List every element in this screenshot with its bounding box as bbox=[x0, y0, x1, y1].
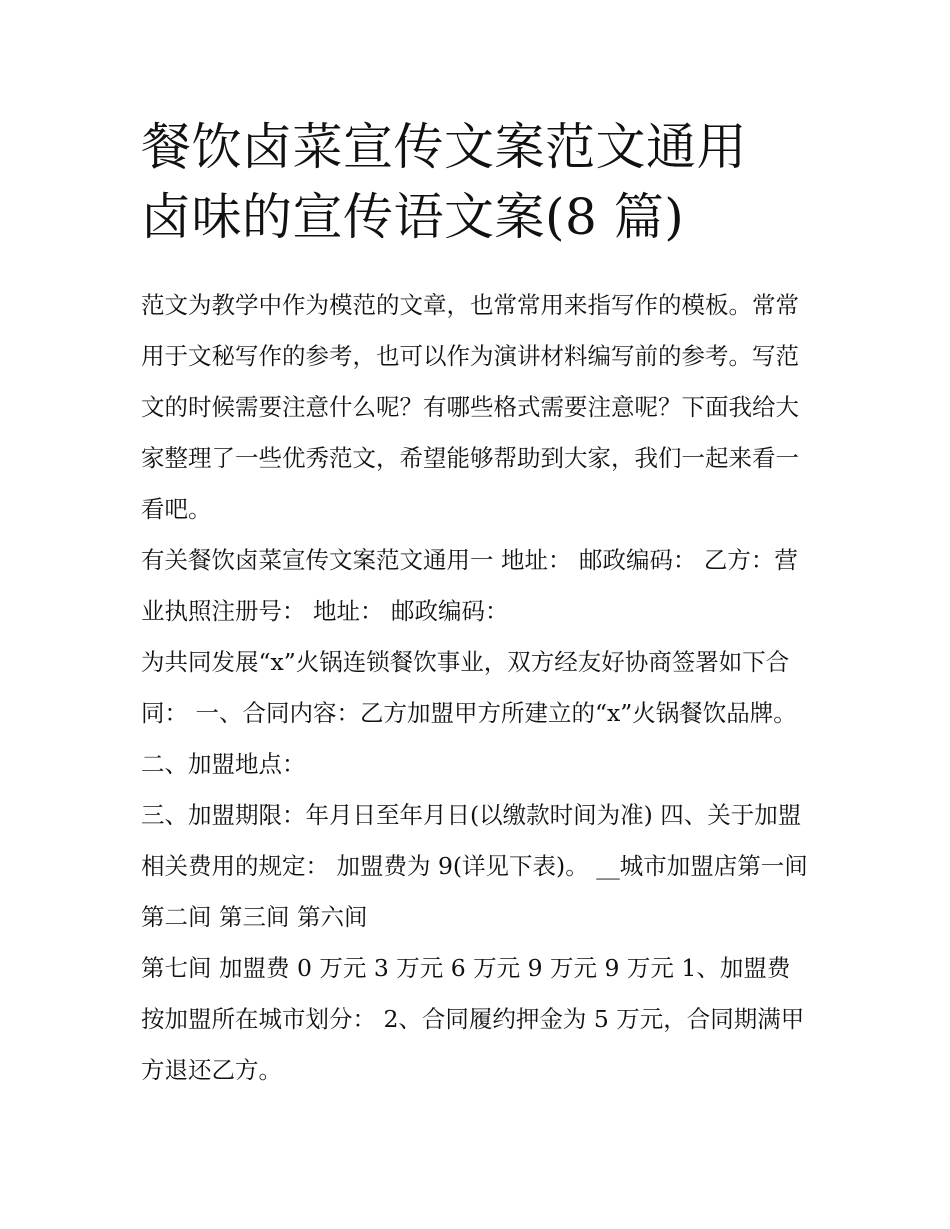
document-title: 餐饮卤菜宣传文案范文通用 卤味的宣传语文案(8 篇) bbox=[141, 118, 747, 246]
paragraph-intro: 范文为教学中作为模范的文章，也常常用来指写作的模板。常常用于文秘写作的参考，也可以作为演讲材料编写前的参考。写范文的时候需要注意什么呢？有哪些格式需要注意呢？下面我给大家整理了一些优秀范文，希望能够帮助到大家，我们一起来看一看吧。 bbox=[141, 291, 799, 523]
paragraph-franchise-fee: 第七间 加盟费 0 万元 3 万元 6 万元 9 万元 9 万元 1、加盟费按加盟所在城市划分： 2、合同履约押金为 5 万元，合同期满甲方退还乙方。 bbox=[141, 954, 805, 1084]
document-body bbox=[141, 112, 813, 1096]
paragraph-address: 有关餐饮卤菜宣传文案范文通用一 地址： 邮政编码： 乙方：营业执照注册号： 地址： 邮政编码： bbox=[141, 546, 798, 625]
paragraph-franchise-term: 三、加盟期限：年月日至年月日(以缴款时间为准) 四、关于加盟相关费用的规定： 加盟费为 9(详见下表)。 __城市加盟店第一间 第二间 第三间 第六间 bbox=[141, 801, 808, 931]
paragraph-contract-content: 为共同发展“x”火锅连锁餐饮事业，双方经友好协商签署如下合同： 一、合同内容：乙方加盟甲方所建立的“x”火锅餐饮品牌。 二、加盟地点： bbox=[141, 648, 797, 778]
